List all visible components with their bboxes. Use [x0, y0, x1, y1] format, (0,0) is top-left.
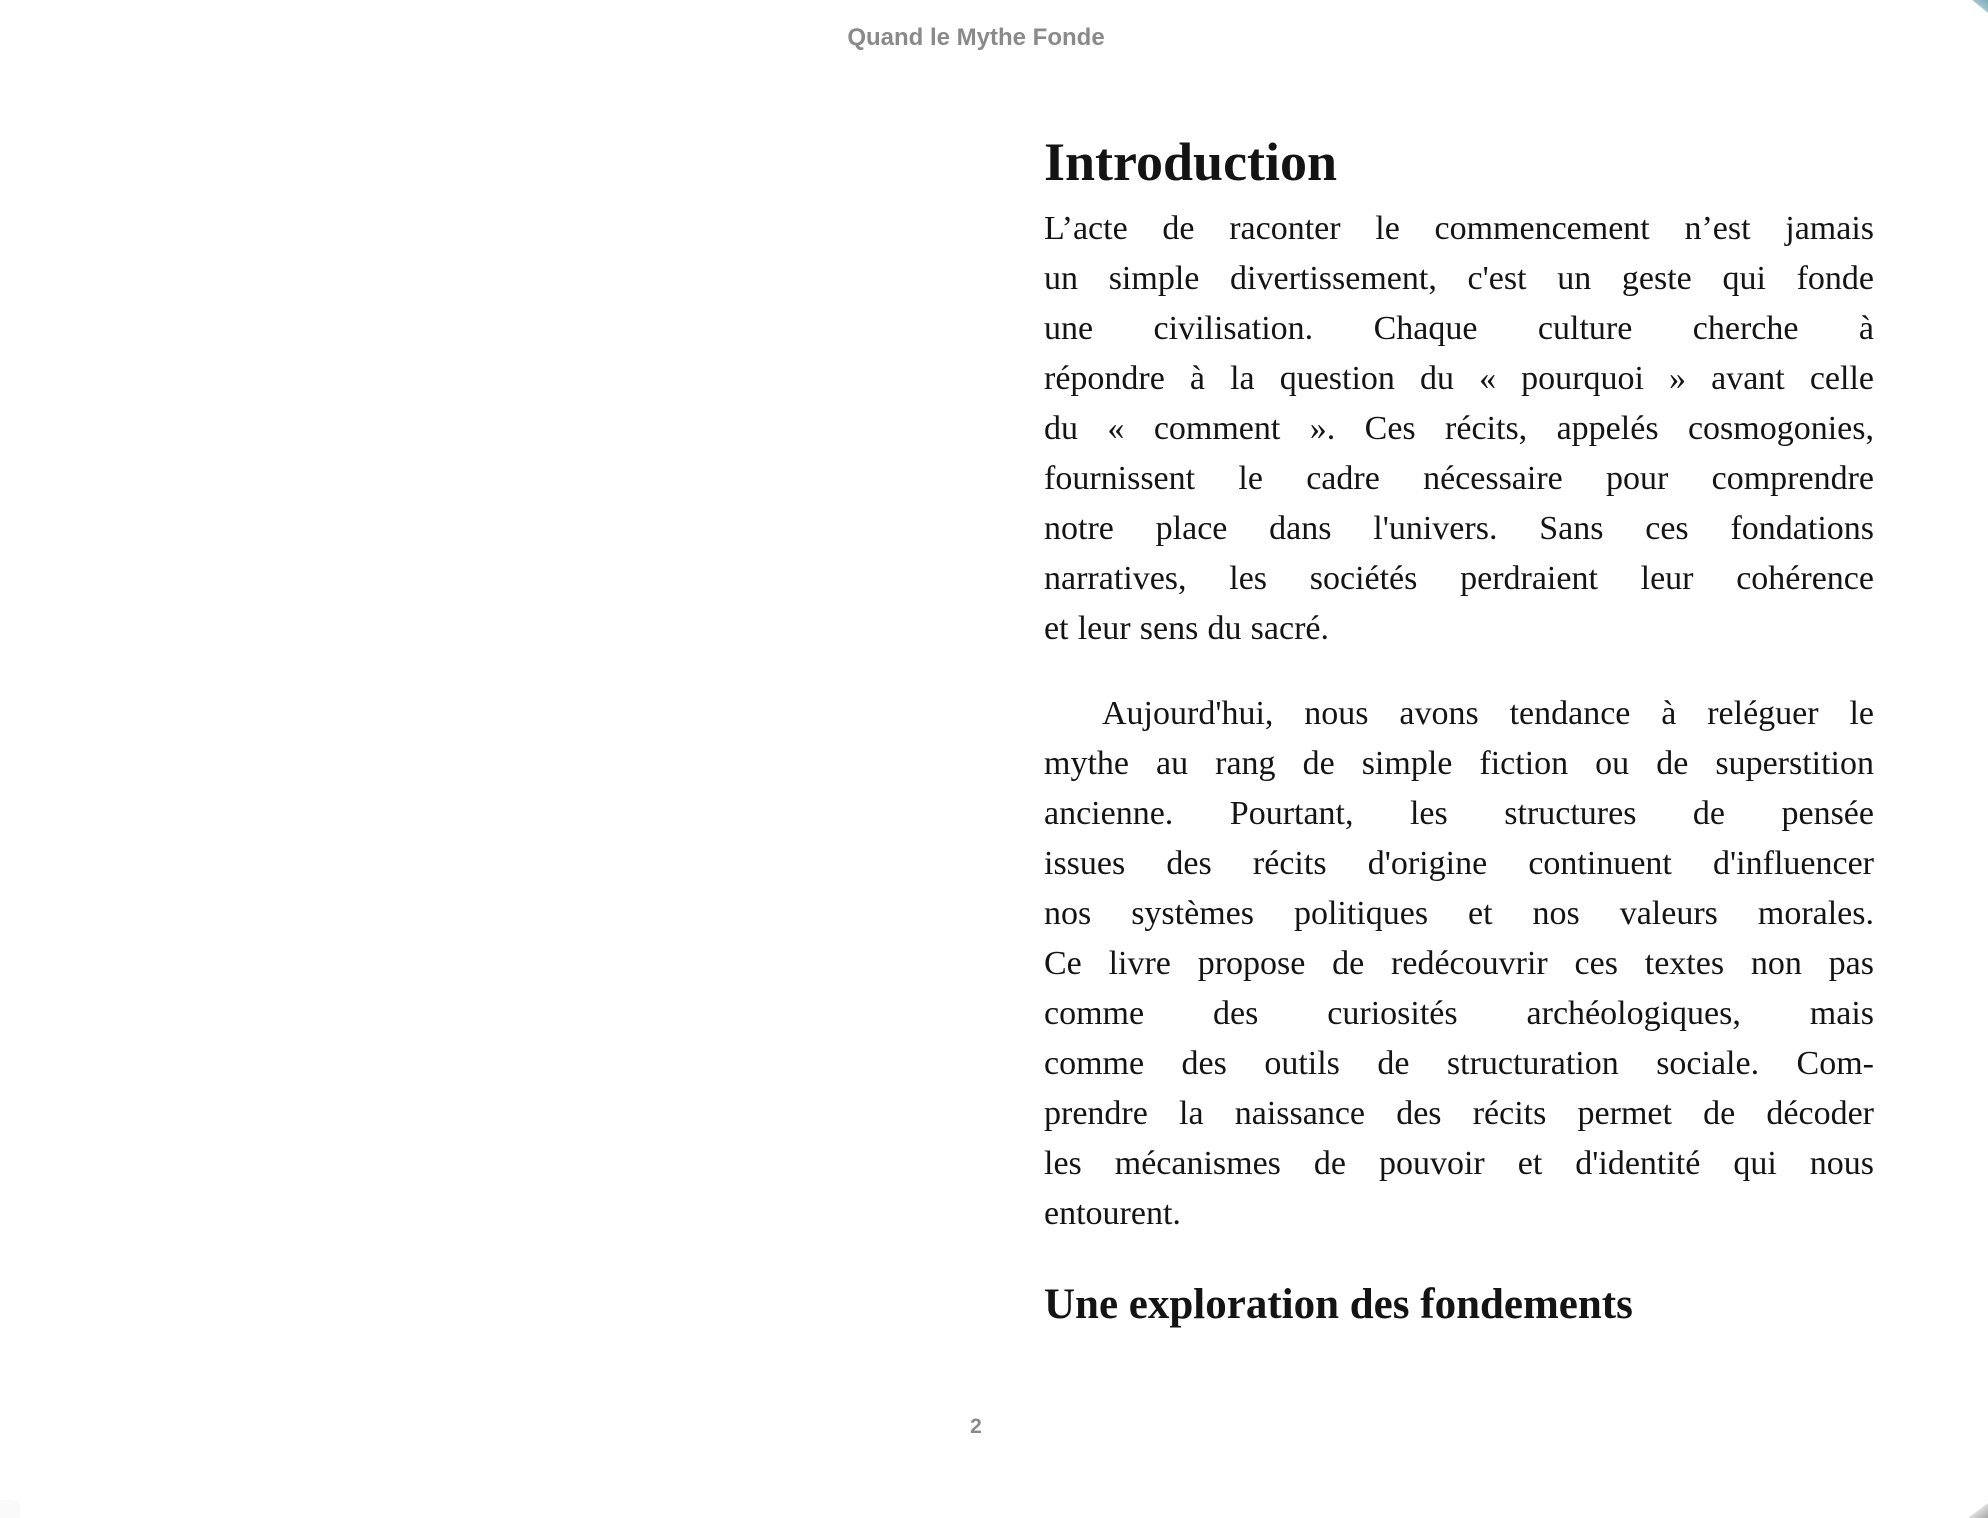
paragraph-line: prendre la naissance des récits permet de décoder: [1044, 1095, 1874, 1132]
paragraph-line: fournissent le cadre nécessaire pour comprendre: [1044, 460, 1874, 497]
paragraph-line: nos systèmes politiques et nos valeurs morales.: [1044, 895, 1874, 932]
paragraphs: [1044, 204, 1874, 1239]
paragraph-line: mythe au rang de simple fiction ou de superstition: [1044, 745, 1874, 782]
paragraph: [1044, 204, 1874, 654]
paragraph-line: comme des curiosités archéologiques, mais: [1044, 995, 1874, 1032]
paragraph: [1044, 689, 1874, 1239]
paragraph-line: L’acte de raconter le commencement n’est jamais: [1044, 210, 1874, 247]
paragraph-line: du « comment ». Ces récits, appelés cosmogonies,: [1044, 410, 1874, 447]
paragraph-line: notre place dans l'univers. Sans ces fondations: [1044, 510, 1874, 547]
page-content: [1044, 0, 1874, 1331]
paragraph-line: ancienne. Pourtant, les structures de pensée: [1044, 795, 1874, 832]
paragraph-line: narratives, les sociétés perdraient leur cohérence: [1044, 560, 1874, 597]
paragraph-line: comme des outils de structuration sociale. Com-: [1044, 1045, 1874, 1082]
chapter-heading: Introduction: [1044, 132, 1338, 192]
paragraph-line: issues des récits d'origine continuent d'influencer: [1044, 845, 1874, 882]
paragraph-line: répondre à la question du « pourquoi » avant celle: [1044, 360, 1874, 397]
bookmark-dogear-icon[interactable]: [1972, 0, 1988, 13]
paragraph-line: une civilisation. Chaque culture cherche à: [1044, 310, 1874, 347]
paragraph-line: un simple divertissement, c'est un geste qui fonde: [1044, 260, 1874, 297]
page-curl-icon[interactable]: [1968, 1503, 1988, 1518]
running-header-book-title: Quand le Mythe Fonde: [847, 24, 1105, 51]
paragraph-line: Aujourd'hui, nous avons tendance à reléguer le: [1102, 695, 1874, 732]
paragraph-line: entourent.: [1044, 1195, 1181, 1232]
paragraph-line: les mécanismes de pouvoir et d'identité qui nous: [1044, 1145, 1874, 1182]
section-subheading: Une exploration des fondements: [1044, 1281, 1633, 1328]
corner-pill-icon: [0, 1500, 20, 1518]
paragraph-line: Ce livre propose de redécouvrir ces textes non pas: [1044, 945, 1874, 982]
paragraph-line: et leur sens du sacré.: [1044, 610, 1329, 647]
page-number: 2: [970, 1415, 982, 1438]
